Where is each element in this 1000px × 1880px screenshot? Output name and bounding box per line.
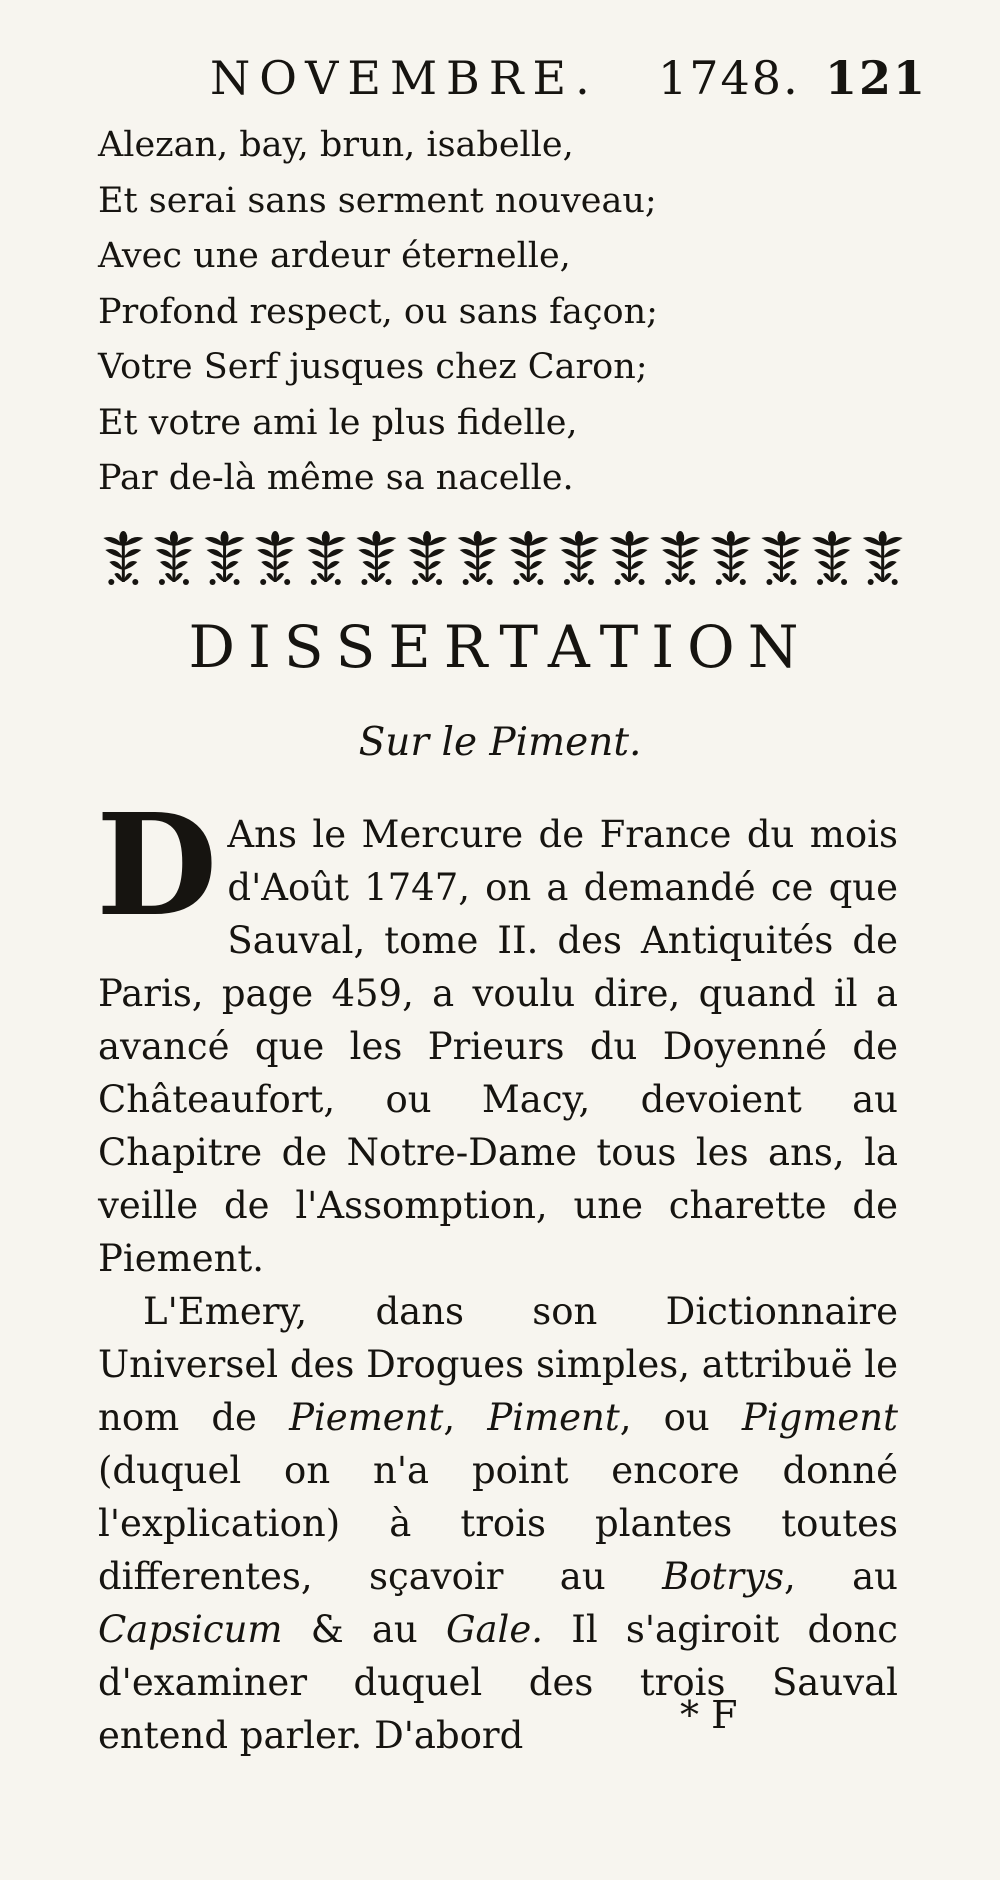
paragraph-2-text: & au: [282, 1608, 446, 1651]
italic-term: Botrys: [662, 1555, 784, 1598]
paragraph-2-text: , au: [783, 1555, 898, 1598]
drop-cap-initial: D: [96, 784, 218, 948]
verse-line: Et serai sans serment nouveau;: [98, 180, 657, 221]
paragraph-2: [98, 1285, 898, 1762]
paragraph-2-text: L'Emery, dans son Dictionnaire Universel des Drogues simples, attribuë le nom de: [98, 1290, 898, 1439]
dissertation-subtitle: Sur le Piment.: [358, 720, 642, 765]
verse-line: Avec une ardeur éternelle,: [98, 236, 571, 276]
verse-line: Par de-là même sa nacelle.: [98, 458, 574, 498]
page-number: 121: [825, 51, 928, 105]
signature-mark: * F: [680, 1693, 738, 1737]
paragraph-1-text: Ans le Mercure de France du mois d'Août 1747, on a demandé ce que Sauval, tome II. des Antiquités de Paris, page 459, a voulu dire, quand il a avancé que les Prieurs du Doyenné de Châteaufort, ou Macy, devoient au Chapitre de Notre-Dame tous les ans, la veille de l'Assomption, une charette de Piement.: [98, 813, 898, 1280]
floral-motif-icon: [407, 531, 447, 585]
floral-motif-icon: [255, 531, 295, 585]
paragraph-2-text: Il s'agiroit donc d'examiner duquel des trois Sauval entend parler. D'abord: [98, 1608, 898, 1757]
italic-term: Piment: [487, 1396, 620, 1439]
floral-motif-icon: [660, 531, 700, 585]
floral-motif-icon: [154, 531, 194, 585]
header-month: NOVEMBRE.: [210, 51, 599, 105]
verse-line: Alezan, bay, brun, isabelle,: [98, 125, 574, 165]
floral-motif-icon: [863, 531, 903, 585]
verse-line: Votre Serf jusques chez Caron;: [98, 347, 648, 387]
verse-line: Et votre ami le plus fidelle,: [98, 402, 578, 443]
paragraph-2-text: (duquel on n'a point encore donné l'explication) à trois plantes toutes differentes, sçavoir au: [98, 1449, 898, 1598]
italic-term: Pigment: [741, 1396, 898, 1439]
italic-term: Capsicum: [98, 1608, 283, 1651]
verse-line: Profond respect, ou sans façon;: [98, 291, 658, 332]
italic-term: Piement: [289, 1396, 444, 1439]
paragraph-2-text: ,: [443, 1396, 488, 1439]
floral-motif-icon: [761, 531, 801, 585]
floral-motif-icon: [508, 531, 548, 585]
dissertation-title: DISSERTATION: [188, 613, 812, 681]
floral-ornament-icon: [98, 530, 908, 588]
floral-motif-icon: [559, 531, 599, 585]
floral-motif-icon: [812, 531, 852, 585]
floral-motif-icon: [356, 531, 396, 585]
floral-motif-icon: [711, 531, 751, 585]
floral-motif-icon: [458, 531, 498, 585]
verse-block: [98, 118, 918, 507]
floral-motif-icon: [306, 531, 346, 585]
header-year: 1748.: [658, 51, 800, 105]
italic-term: Gale.: [445, 1608, 544, 1651]
body-text: [96, 784, 898, 1762]
floral-motif-icon: [103, 531, 143, 585]
paragraph-1: [96, 784, 898, 1285]
floral-motif-icon: [205, 531, 245, 585]
paragraph-2-text: , ou: [619, 1396, 742, 1439]
floral-motif-icon: [610, 531, 650, 585]
running-header: [200, 48, 928, 108]
